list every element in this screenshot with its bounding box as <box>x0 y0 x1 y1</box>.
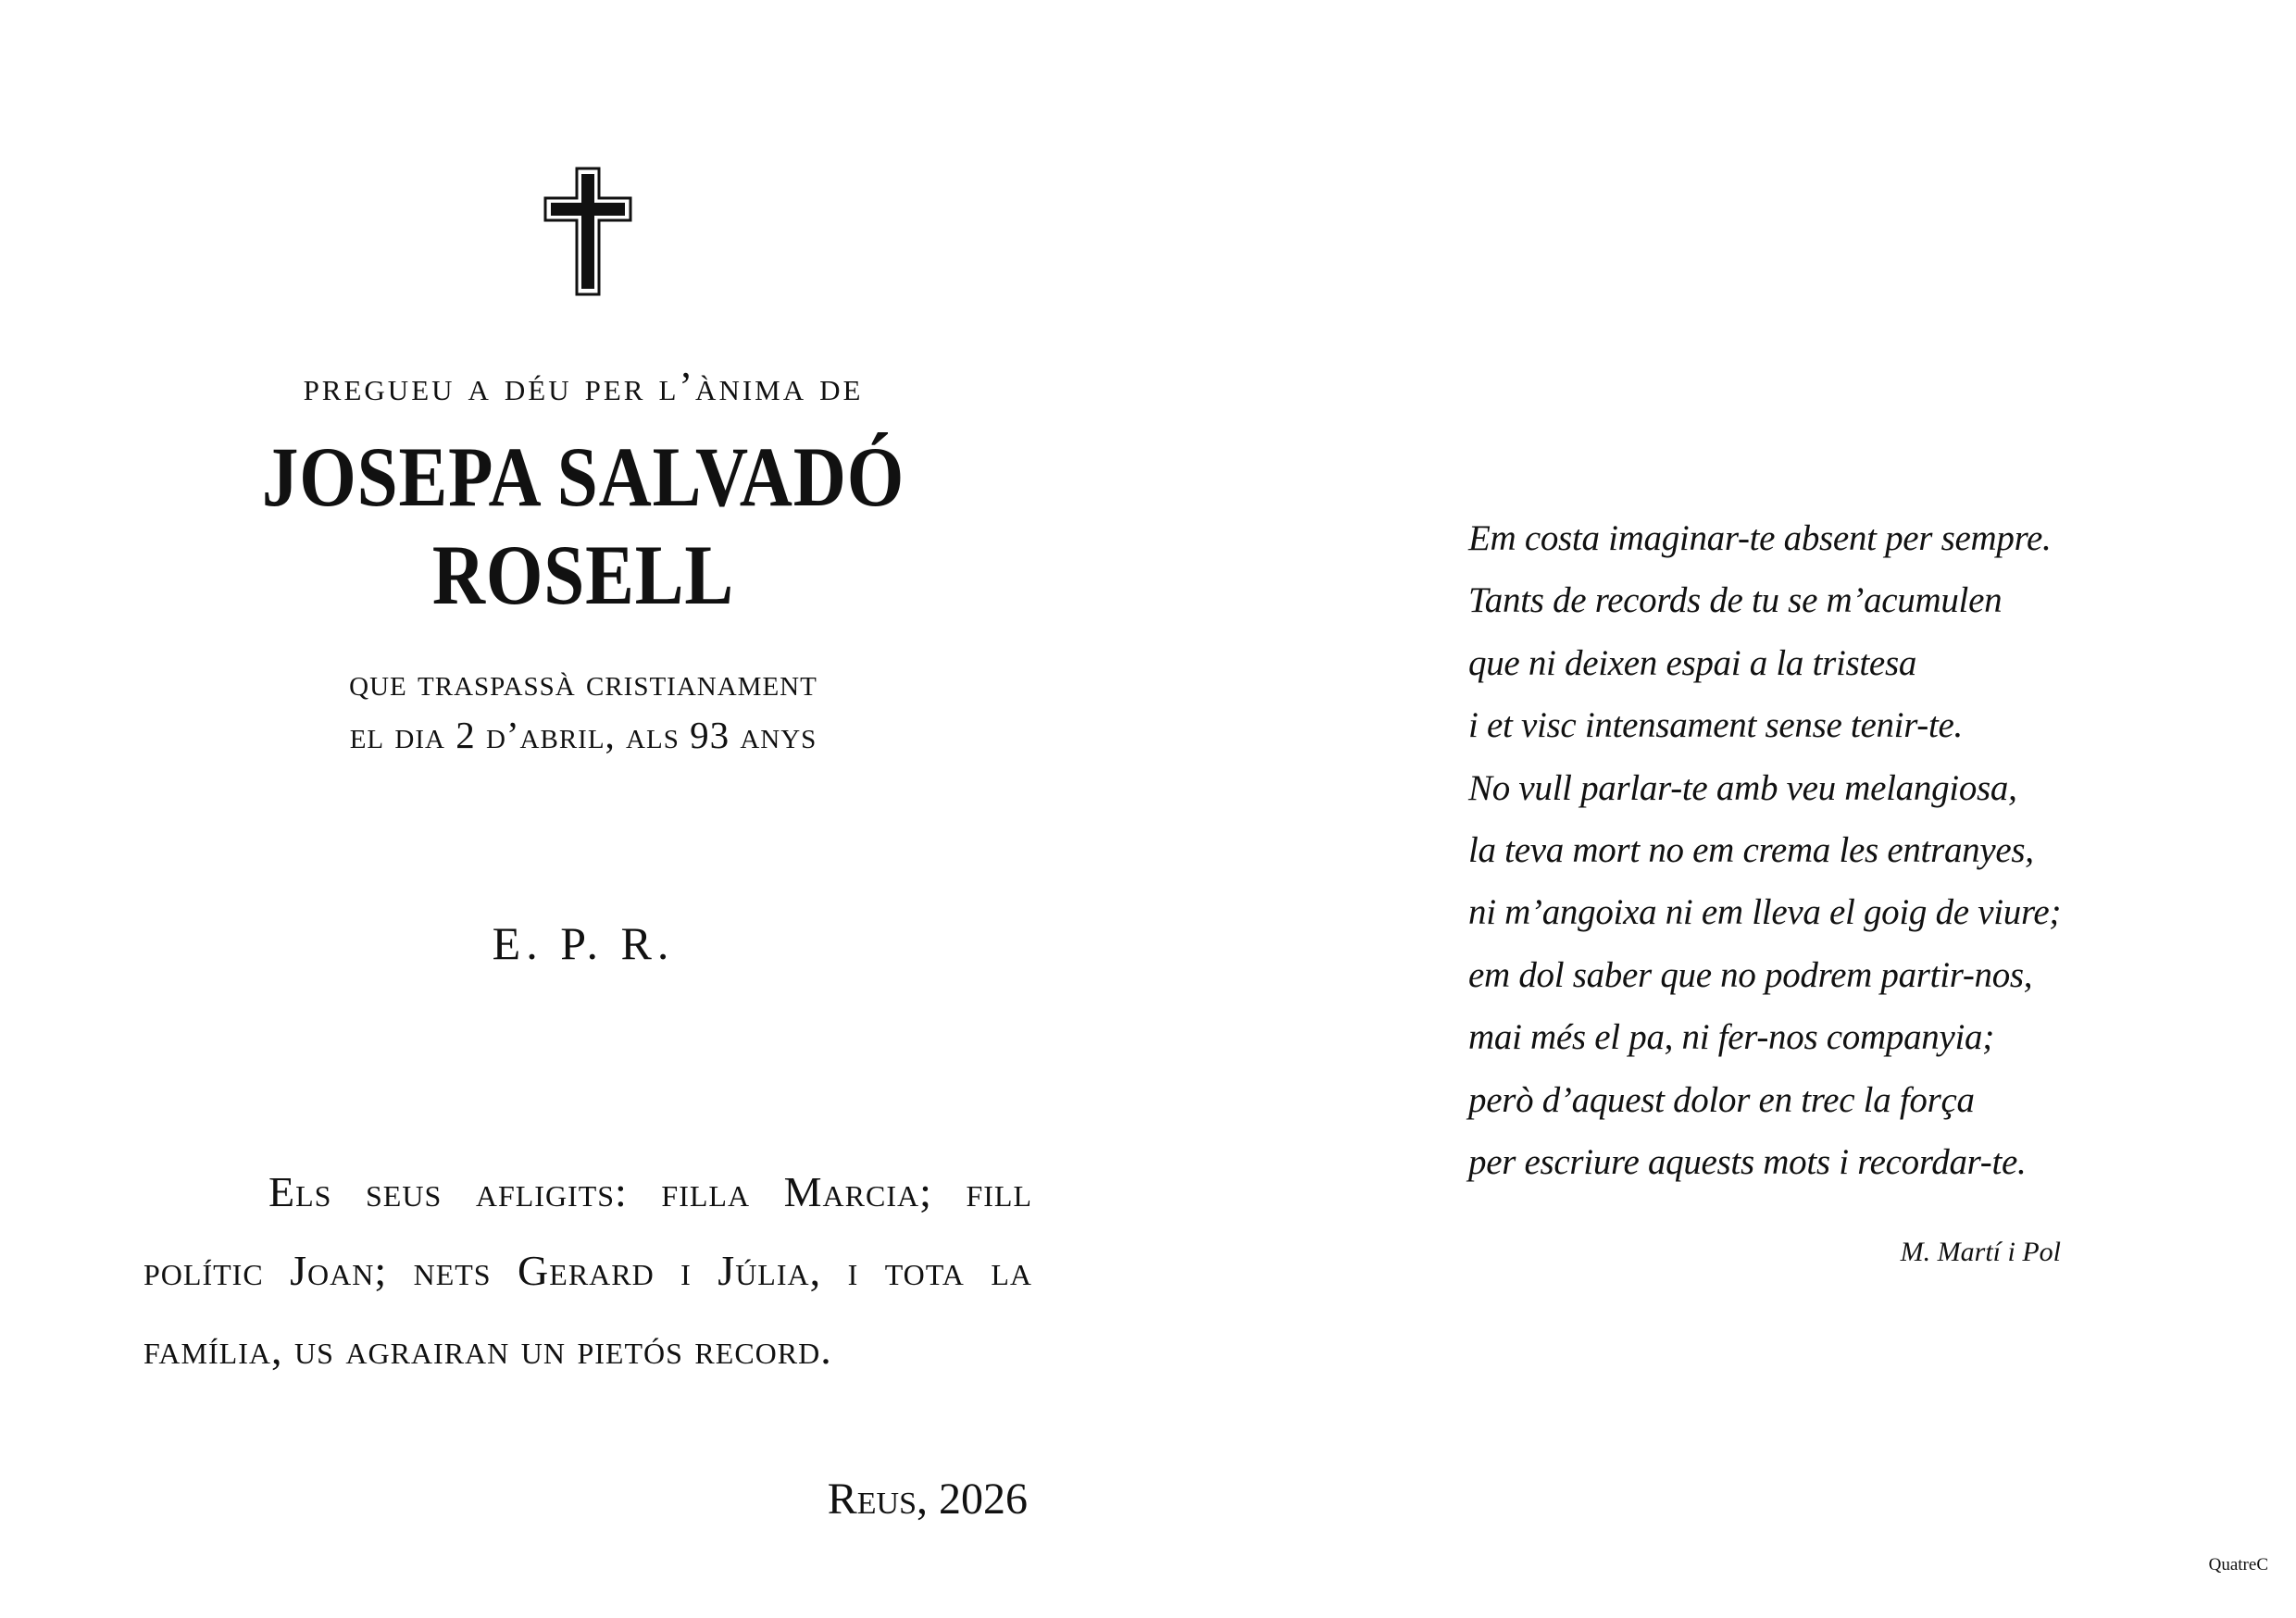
passing-line-2 <box>139 713 1028 757</box>
passing-day: 2 <box>455 714 476 756</box>
memorial-card-back <box>1468 0 2061 1618</box>
place-and-year <box>139 1474 1032 1525</box>
memorial-card-front <box>139 0 1037 1618</box>
passing-text-b: d’abril, als <box>475 714 691 756</box>
poem-line: Tants de records de tu se m’acumulen <box>1468 580 2003 621</box>
passing-line-1: que traspassà cristianament <box>349 661 817 703</box>
epr-inscription: E. P. R. <box>492 917 675 969</box>
poem-line: em dol saber que no podrem partir-nos, <box>1468 954 2033 995</box>
poem-line: que ni deixen espai a la tristesa <box>1468 642 1917 683</box>
poem-author: M. Martí i Pol <box>1900 1237 2061 1267</box>
passing-text-a: el dia <box>349 714 456 756</box>
year: 2026 <box>939 1475 1028 1524</box>
printer-mark: QuatreC <box>2208 1555 2268 1574</box>
poem-line: Em costa imaginar-te absent per sempre. <box>1468 518 2052 558</box>
passing-age: 93 <box>690 714 730 756</box>
latin-cross-icon <box>542 167 634 296</box>
deceased-name: JOSEPA SALVADÓ ROSELL <box>261 429 905 622</box>
poem-line: ni m’angoixa ni em lleva el goig de viure; <box>1468 892 2062 933</box>
passing-text-c: anys <box>730 714 817 756</box>
place: Reus, <box>827 1475 939 1524</box>
poem <box>1468 507 2061 1193</box>
poem-line: però d’aquest dolor en trec la força <box>1468 1079 1975 1120</box>
prayer-heading: pregueu a déu per l’ànima de <box>303 364 864 409</box>
poem-line: per escriure aquests mots i recordar-te. <box>1468 1142 2027 1183</box>
mourners-paragraph: Els seus afligits: filla Marcia; fill polític Joan; nets Gerard i Júlia, i tota la família, us agrairan un pietós record. <box>144 1168 1032 1373</box>
poem-line: i et visc intensament sense tenir-te. <box>1468 705 1963 746</box>
poem-line: mai més el pa, ni fer-nos companyia; <box>1468 1017 1994 1058</box>
poem-line: la teva mort no em crema les entranyes, <box>1468 830 2034 871</box>
poem-line: No vull parlar-te amb veu melangiosa, <box>1468 767 2017 808</box>
